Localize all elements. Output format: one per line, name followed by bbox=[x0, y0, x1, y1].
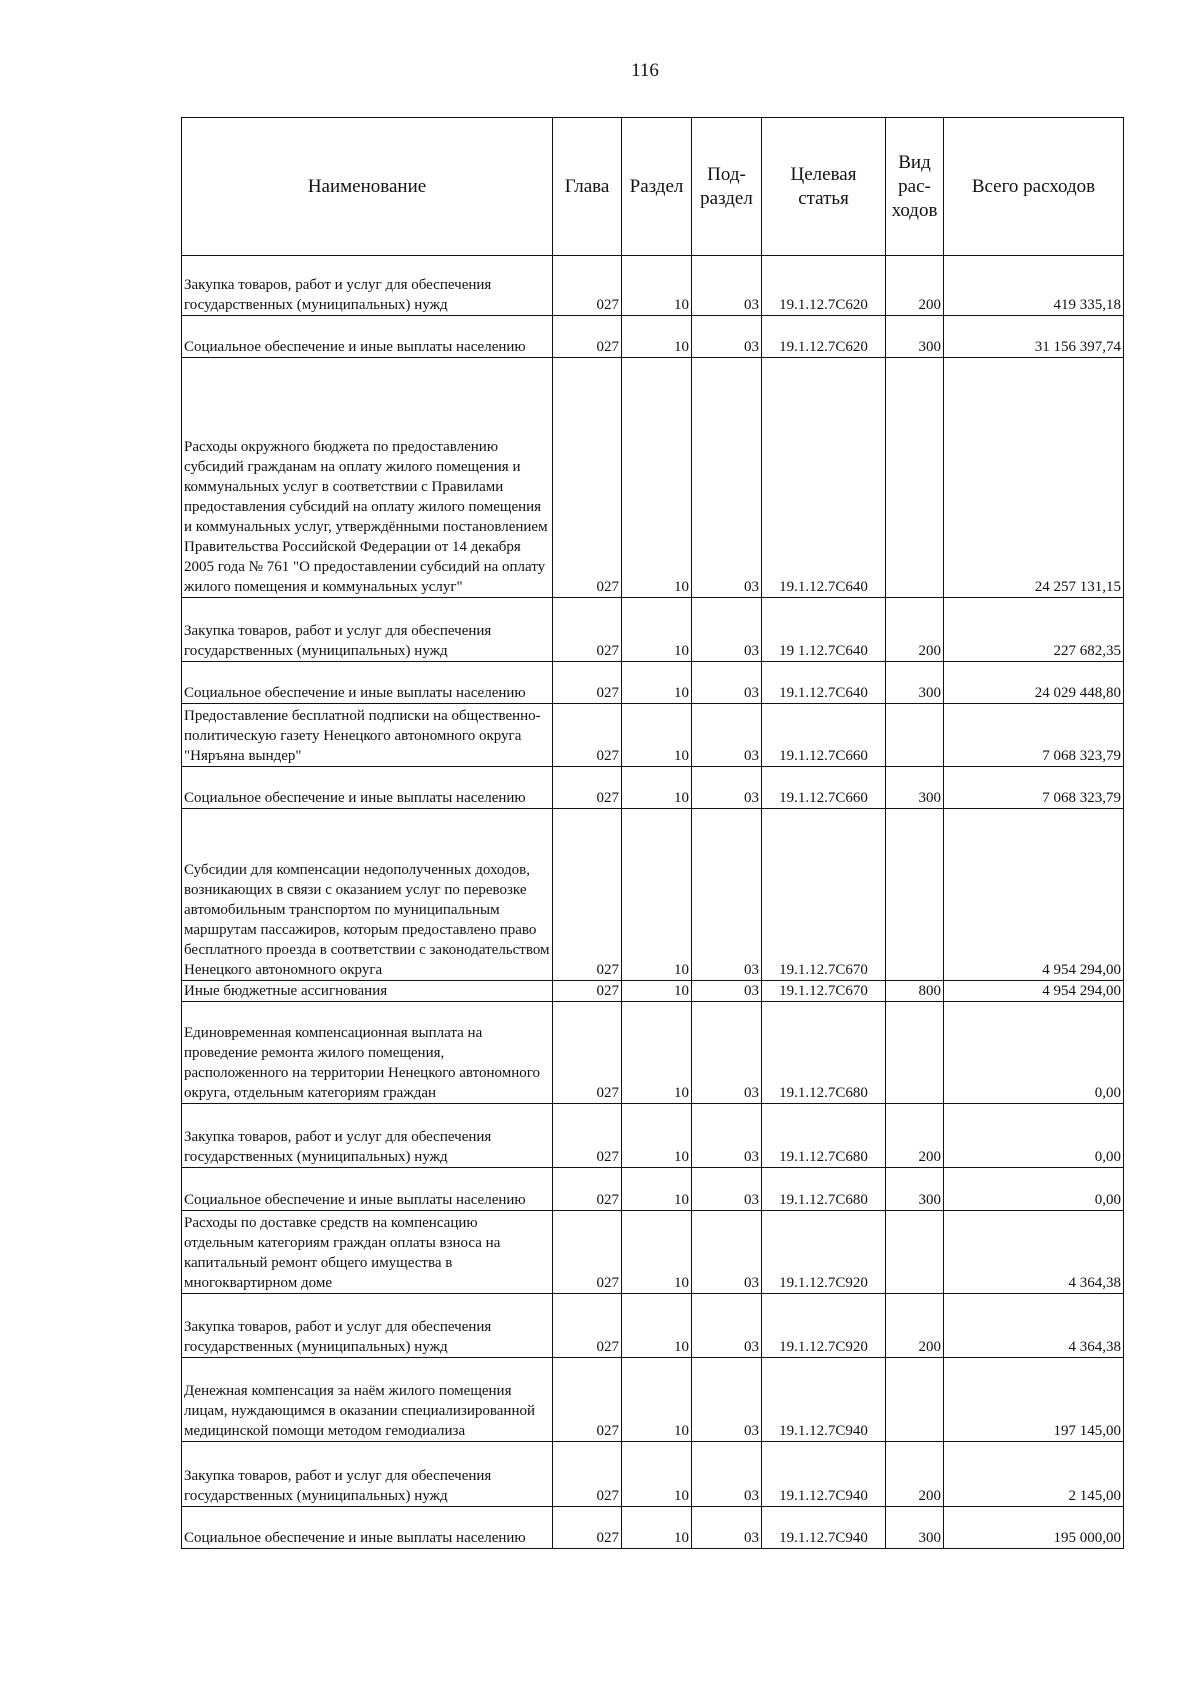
header-section: Раздел bbox=[622, 118, 692, 256]
cell-total: 7 068 323,79 bbox=[944, 767, 1124, 809]
cell-target: 19 1.12.7С640 bbox=[762, 598, 886, 662]
cell-subsection: 03 bbox=[692, 1002, 762, 1104]
cell-chapter: 027 bbox=[553, 256, 622, 316]
cell-kind: 200 bbox=[886, 1104, 944, 1168]
cell-subsection: 03 bbox=[692, 809, 762, 981]
cell-section: 10 bbox=[622, 1294, 692, 1358]
cell-chapter: 027 bbox=[553, 1211, 622, 1294]
cell-kind bbox=[886, 358, 944, 598]
cell-name: Социальное обеспечение и иные выплаты населению bbox=[182, 1168, 553, 1211]
cell-name: Социальное обеспечение и иные выплаты населению bbox=[182, 767, 553, 809]
cell-section: 10 bbox=[622, 1002, 692, 1104]
cell-kind: 300 bbox=[886, 662, 944, 704]
cell-chapter: 027 bbox=[553, 1507, 622, 1549]
table-row bbox=[182, 358, 1124, 598]
cell-target: 19.1.12.7С660 bbox=[762, 767, 886, 809]
cell-section: 10 bbox=[622, 1507, 692, 1549]
cell-target: 19.1.12.7С620 bbox=[762, 316, 886, 358]
cell-total: 24 257 131,15 bbox=[944, 358, 1124, 598]
cell-subsection: 03 bbox=[692, 316, 762, 358]
cell-target: 19.1.12.7С920 bbox=[762, 1211, 886, 1294]
cell-name: Закупка товаров, работ и услуг для обеспечения государственных (муниципальных) нужд bbox=[182, 256, 553, 316]
cell-kind bbox=[886, 1358, 944, 1442]
cell-section: 10 bbox=[622, 704, 692, 767]
cell-subsection: 03 bbox=[692, 662, 762, 704]
header-chapter: Глава bbox=[553, 118, 622, 256]
cell-total: 4 364,38 bbox=[944, 1211, 1124, 1294]
cell-total: 2 145,00 bbox=[944, 1442, 1124, 1507]
table-row bbox=[182, 1507, 1124, 1549]
cell-name: Предоставление бесплатной подписки на общественно-политическую газету Ненецкого автономного округа "Няръяна вындер" bbox=[182, 704, 553, 767]
cell-name: Субсидии для компенсации недополученных доходов, возникающих в связи с оказанием услуг по перевозке автомобильным транспортом по муниципальным маршрутам пассажиров, которым предоставлено право бесплатного проезда в соответствии с законодательством Ненецкого автономного округа bbox=[182, 809, 553, 981]
cell-kind: 200 bbox=[886, 598, 944, 662]
cell-subsection: 03 bbox=[692, 1507, 762, 1549]
cell-kind: 300 bbox=[886, 1507, 944, 1549]
cell-subsection: 03 bbox=[692, 256, 762, 316]
cell-name: Закупка товаров, работ и услуг для обеспечения государственных (муниципальных) нужд bbox=[182, 598, 553, 662]
page-number: 116 bbox=[631, 60, 659, 81]
cell-total: 4 954 294,00 bbox=[944, 981, 1124, 1002]
cell-target: 19.1.12.7С640 bbox=[762, 358, 886, 598]
cell-name: Закупка товаров, работ и услуг для обеспечения государственных (муниципальных) нужд bbox=[182, 1104, 553, 1168]
cell-target: 19.1.12.7С680 bbox=[762, 1002, 886, 1104]
cell-name: Закупка товаров, работ и услуг для обеспечения государственных (муниципальных) нужд bbox=[182, 1442, 553, 1507]
cell-chapter: 027 bbox=[553, 1002, 622, 1104]
cell-section: 10 bbox=[622, 1104, 692, 1168]
cell-total: 419 335,18 bbox=[944, 256, 1124, 316]
cell-target: 19.1.12.7С670 bbox=[762, 981, 886, 1002]
cell-total: 0,00 bbox=[944, 1104, 1124, 1168]
table-row bbox=[182, 1442, 1124, 1507]
cell-total: 227 682,35 bbox=[944, 598, 1124, 662]
cell-name: Закупка товаров, работ и услуг для обеспечения государственных (муниципальных) нужд bbox=[182, 1294, 553, 1358]
cell-subsection: 03 bbox=[692, 1211, 762, 1294]
cell-total: 0,00 bbox=[944, 1168, 1124, 1211]
cell-subsection: 03 bbox=[692, 1442, 762, 1507]
cell-section: 10 bbox=[622, 1211, 692, 1294]
cell-kind bbox=[886, 1002, 944, 1104]
table-row bbox=[182, 1358, 1124, 1442]
cell-chapter: 027 bbox=[553, 316, 622, 358]
cell-chapter: 027 bbox=[553, 662, 622, 704]
cell-subsection: 03 bbox=[692, 1168, 762, 1211]
cell-target: 19.1.12.7С620 bbox=[762, 256, 886, 316]
cell-kind: 300 bbox=[886, 767, 944, 809]
table-row bbox=[182, 981, 1124, 1002]
table-row bbox=[182, 767, 1124, 809]
cell-kind: 300 bbox=[886, 316, 944, 358]
cell-name: Расходы окружного бюджета по предоставлению субсидий гражданам на оплату жилого помещения и коммунальных услуг в соответствии с Правилами предоставления субсидий на оплату жилого помещения и коммунальных услуг, утверждёнными постановлением Правительства Российской Федерации от 14 декабря 2005 года № 761 "О предоставлении субсидий на оплату жилого помещения и коммунальных услуг" bbox=[182, 358, 553, 598]
cell-chapter: 027 bbox=[553, 598, 622, 662]
cell-total: 31 156 397,74 bbox=[944, 316, 1124, 358]
table-row bbox=[182, 598, 1124, 662]
cell-target: 19.1.12.7С670 bbox=[762, 809, 886, 981]
cell-kind: 200 bbox=[886, 1294, 944, 1358]
cell-subsection: 03 bbox=[692, 358, 762, 598]
table-row bbox=[182, 316, 1124, 358]
cell-total: 4 364,38 bbox=[944, 1294, 1124, 1358]
cell-chapter: 027 bbox=[553, 1442, 622, 1507]
cell-section: 10 bbox=[622, 256, 692, 316]
cell-name: Социальное обеспечение и иные выплаты населению bbox=[182, 1507, 553, 1549]
cell-subsection: 03 bbox=[692, 1358, 762, 1442]
cell-subsection: 03 bbox=[692, 1104, 762, 1168]
cell-chapter: 027 bbox=[553, 1294, 622, 1358]
cell-section: 10 bbox=[622, 662, 692, 704]
cell-target: 19.1.12.7С940 bbox=[762, 1358, 886, 1442]
cell-target: 19.1.12.7С680 bbox=[762, 1104, 886, 1168]
cell-section: 10 bbox=[622, 767, 692, 809]
cell-total: 195 000,00 bbox=[944, 1507, 1124, 1549]
cell-chapter: 027 bbox=[553, 1358, 622, 1442]
table-row bbox=[182, 1168, 1124, 1211]
table-row bbox=[182, 704, 1124, 767]
cell-kind: 200 bbox=[886, 1442, 944, 1507]
cell-target: 19.1.12.7С660 bbox=[762, 704, 886, 767]
cell-kind bbox=[886, 1211, 944, 1294]
cell-section: 10 bbox=[622, 1168, 692, 1211]
cell-target: 19.1.12.7С940 bbox=[762, 1442, 886, 1507]
cell-name: Единовременная компенсационная выплата на проведение ремонта жилого помещения, расположенного на территории Ненецкого автономного округа, отдельным категориям граждан bbox=[182, 1002, 553, 1104]
cell-name: Социальное обеспечение и иные выплаты населению bbox=[182, 662, 553, 704]
cell-name: Расходы по доставке средств на компенсацию отдельным категориям граждан оплаты взноса на капитальный ремонт общего имущества в многоквартирном доме bbox=[182, 1211, 553, 1294]
cell-total: 4 954 294,00 bbox=[944, 809, 1124, 981]
cell-kind: 300 bbox=[886, 1168, 944, 1211]
cell-section: 10 bbox=[622, 1358, 692, 1442]
table-row bbox=[182, 1104, 1124, 1168]
cell-subsection: 03 bbox=[692, 767, 762, 809]
cell-section: 10 bbox=[622, 981, 692, 1002]
cell-subsection: 03 bbox=[692, 1294, 762, 1358]
cell-chapter: 027 bbox=[553, 767, 622, 809]
cell-name: Иные бюджетные ассигнования bbox=[182, 981, 553, 1002]
table-row bbox=[182, 662, 1124, 704]
cell-kind bbox=[886, 809, 944, 981]
header-row bbox=[182, 118, 1124, 256]
header-target: Целевая статья bbox=[762, 118, 886, 256]
table-row bbox=[182, 1211, 1124, 1294]
cell-total: 0,00 bbox=[944, 1002, 1124, 1104]
cell-chapter: 027 bbox=[553, 981, 622, 1002]
table-row bbox=[182, 809, 1124, 981]
cell-kind: 800 bbox=[886, 981, 944, 1002]
cell-section: 10 bbox=[622, 598, 692, 662]
budget-table bbox=[181, 117, 1124, 1549]
cell-target: 19.1.12.7С640 bbox=[762, 662, 886, 704]
cell-section: 10 bbox=[622, 809, 692, 981]
cell-chapter: 027 bbox=[553, 1168, 622, 1211]
cell-target: 19.1.12.7С680 bbox=[762, 1168, 886, 1211]
header-subsection: Под- раздел bbox=[692, 118, 762, 256]
header-total: Всего расходов bbox=[944, 118, 1124, 256]
cell-name: Социальное обеспечение и иные выплаты населению bbox=[182, 316, 553, 358]
header-kind: Вид рас- ходов bbox=[886, 118, 944, 256]
cell-section: 10 bbox=[622, 358, 692, 598]
cell-chapter: 027 bbox=[553, 358, 622, 598]
cell-chapter: 027 bbox=[553, 704, 622, 767]
cell-kind bbox=[886, 704, 944, 767]
table-row bbox=[182, 1294, 1124, 1358]
cell-chapter: 027 bbox=[553, 1104, 622, 1168]
cell-kind: 200 bbox=[886, 256, 944, 316]
cell-total: 7 068 323,79 bbox=[944, 704, 1124, 767]
table-row bbox=[182, 256, 1124, 316]
table-row bbox=[182, 1002, 1124, 1104]
cell-subsection: 03 bbox=[692, 598, 762, 662]
header-name: Наименование bbox=[182, 118, 553, 256]
cell-name: Денежная компенсация за наём жилого помещения лицам, нуждающимся в оказании специализированной медицинской помощи методом гемодиализа bbox=[182, 1358, 553, 1442]
cell-target: 19.1.12.7С920 bbox=[762, 1294, 886, 1358]
cell-section: 10 bbox=[622, 1442, 692, 1507]
cell-target: 19.1.12.7С940 bbox=[762, 1507, 886, 1549]
cell-subsection: 03 bbox=[692, 981, 762, 1002]
cell-total: 197 145,00 bbox=[944, 1358, 1124, 1442]
cell-total: 24 029 448,80 bbox=[944, 662, 1124, 704]
cell-chapter: 027 bbox=[553, 809, 622, 981]
cell-section: 10 bbox=[622, 316, 692, 358]
cell-subsection: 03 bbox=[692, 704, 762, 767]
